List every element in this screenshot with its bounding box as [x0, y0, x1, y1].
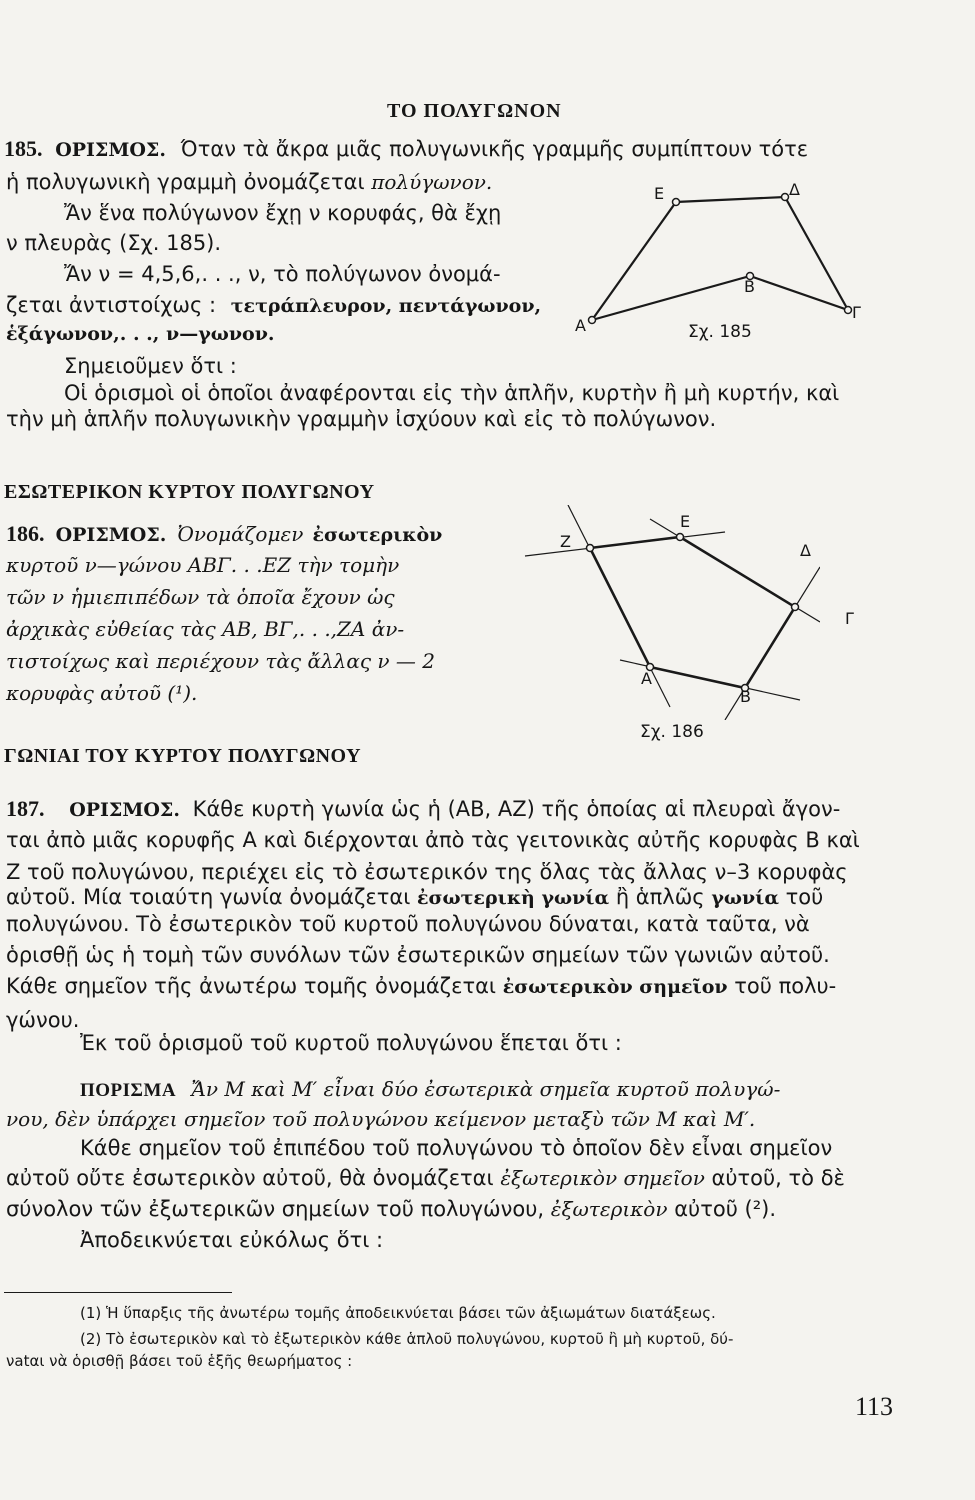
s187-line3: Ζ τοῦ πολυγώνου, περιέχει εἰς τὸ ἐσωτερικόν της ὅλας τὰς ἄλλας ν–3 κορυφὰς: [6, 860, 848, 884]
s185-line3: Ἄν ἕνα πολύγωνον ἔχῃ ν κορυφάς, θὰ ἔχῃ: [64, 201, 502, 225]
s185-line9: Οἱ ὁρισμοὶ οἱ ὁποῖοι ἀναφέρονται εἰς τὴν ἁπλῆν, κυρτὴν ἢ μὴ κυρτήν, καὶ: [64, 381, 840, 405]
exterior-term-exterior: ἐξωτερικὸν: [550, 1197, 668, 1221]
s185-term-polygon: πολύγωνον.: [371, 170, 493, 194]
s187-text4c: ἢ ἁπλῶς: [615, 885, 705, 909]
s186-line4: ἀρχικὰς εὐθείας τὰς ΑΒ, ΒΓ,. . .,ΖΑ ἀν-: [6, 617, 405, 641]
fig186-label-g: Γ: [845, 609, 854, 628]
footnote-2-line1: (2) Τὸ ἐσωτερικὸν καὶ τὸ ἐξωτερικὸν κάθε ἁπλοῦ πολυγώνου, κυρτοῦ ἢ μὴ κυρτοῦ, δύ-: [80, 1330, 734, 1348]
s187-text4e: τοῦ: [785, 885, 824, 909]
s187-text7a: Κάθε σημεῖον τῆς ἀνωτέρω τομῆς ὀνομάζεται: [6, 974, 497, 998]
s186-number: 186.: [6, 521, 45, 546]
exterior-text3c: αὐτοῦ (²).: [674, 1197, 776, 1221]
exterior-text2a: αὐτοῦ οὔτε ἐσωτερικὸν αὐτοῦ, θὰ ὀνομάζεται: [6, 1166, 494, 1190]
s185-line8: Σημειοῦμεν ὅτι :: [64, 354, 237, 378]
s185-text6a: ζεται ἀντιστοίχως :: [6, 293, 217, 317]
s187-term-interior-point: ἐσωτερικὸν σημεῖον: [502, 976, 728, 998]
fig185-label-b: Β: [744, 277, 755, 296]
fig185-caption: Σχ. 185: [688, 322, 752, 342]
s186-line3: τῶν ν ἡμιεπιπέδων τὰ ὁποῖα ἔχουν ὡς: [6, 585, 395, 609]
s185-text1: Όταν τὰ ἄκρα μιᾶς πολυγωνικῆς γραμμῆς συμπίπτουν τότε: [180, 137, 809, 161]
s185-line6: [6, 293, 541, 317]
exterior-line2: [6, 1166, 845, 1190]
s187-line1: [6, 796, 840, 822]
s187-term-angle: γωνία: [711, 887, 779, 909]
fig186-label-z: Ζ: [560, 532, 571, 551]
s187-line9: Ἐκ τοῦ ὁρισμοῦ τοῦ κυρτοῦ πολυγώνου ἕπεται ὅτι :: [80, 1031, 622, 1055]
page-number: 113: [855, 1392, 894, 1421]
s185-line1: [4, 136, 808, 162]
s185-label: ΟΡΙΣΜΟΣ.: [55, 139, 166, 161]
s186-line6: κορυφὰς αὐτοῦ (¹).: [6, 681, 198, 705]
s185-line4: ν πλευρὰς (Σχ. 185).: [6, 231, 222, 255]
fig185-vertex-a: [589, 317, 596, 324]
s187-line6: ὁρισθῇ ὡς ἡ τομὴ τῶν συνόλων τῶν ἐσωτερικῶν σημείων τῶν γωνιῶν αὐτοῦ.: [6, 943, 830, 967]
s185-number: 185.: [4, 136, 43, 161]
exterior-line1: Κάθε σημεῖον τοῦ ἐπιπέδου τοῦ πολυγώνου τὸ ὁποῖον δὲν εἶναι σημεῖον: [80, 1136, 833, 1160]
s187-number: 187.: [6, 796, 45, 821]
fig185-label-a: Α: [575, 316, 586, 335]
fig185-vertex-d: [782, 194, 789, 201]
page-header: ΤΟ ΠΟΛΥΓΩΝΟΝ: [387, 100, 562, 122]
s186-label: ΟΡΙΣΜΟΣ.: [55, 524, 167, 546]
s187-line7: [6, 974, 836, 998]
s186-line1: [6, 521, 442, 547]
s187-line4: [6, 885, 823, 909]
exterior-text2c: αὐτοῦ, τὸ δὲ: [711, 1166, 845, 1190]
fig185-label-d: Δ: [789, 180, 800, 199]
s187-text7c: τοῦ πολυ-: [734, 974, 837, 998]
fig186-ext-line-ze: [525, 532, 725, 556]
footnote-divider: [4, 1292, 232, 1293]
porisma-line1: [80, 1077, 780, 1102]
s187-line8: γώνου.: [6, 1008, 80, 1032]
fig186-label-d: Δ: [800, 541, 811, 560]
fig186-label-b: Β: [740, 687, 751, 706]
s185-line2: [6, 170, 492, 194]
exterior-line3: [6, 1197, 776, 1221]
exterior-line4: Ἀποδεικνύεται εὐκόλως ὅτι :: [80, 1228, 384, 1252]
s187-line5: πολυγώνου. Τὸ ἐσωτερικὸν τοῦ κυρτοῦ πολυγώνου δύναται, κατὰ ταῦτα, νὰ: [6, 912, 810, 936]
s186-text1a: Ὀνομάζομεν: [177, 522, 304, 546]
s187-label: ΟΡΙΣΜΟΣ.: [69, 799, 180, 821]
footnote-2-line2: νatαι νὰ ὁρισθῇ βάσει τοῦ ἑξῆς θεωρήματος :: [6, 1352, 353, 1370]
porisma-text1: Ἄν Μ καὶ Μ′ εἶναι δύο ἐσωτερικὰ σημεῖα κυρτοῦ πολυγώ-: [191, 1077, 781, 1101]
exterior-text3a: σύνολον τῶν ἐξωτερικῶν σημείων τοῦ πολυγώνου,: [6, 1197, 545, 1221]
footnote-1: (1) Ἡ ὕπαρξις τῆς ἀνωτέρω τομῆς ἀποδεικνύεται βάσει τῶν ἀξιωμάτων διατάξεως.: [80, 1304, 716, 1322]
fig185-label-e: Ε: [654, 184, 665, 203]
s187-text4a: αὐτοῦ. Μία τοιαύτη γωνία ὀνομάζεται: [6, 885, 411, 909]
fig186-vertex-d: [792, 604, 799, 611]
s185-line10: τὴν μὴ ἁπλῆν πολυγωνικὴν γραμμὴν ἰσχύουν καὶ εἰς τὸ πολύγωνον.: [6, 407, 717, 431]
s185-terms-quad-pent: τετράπλευρον, πεντάγωνον,: [230, 295, 542, 317]
fig185-vertex-g: [845, 307, 852, 314]
s187-text1: Κάθε κυρτὴ γωνία ὡς ἡ (ΑΒ, ΑΖ) τῆς ὁποίας αἱ πλευραὶ ἄγον-: [192, 797, 841, 821]
exterior-term-exterior-point: ἐξωτερικὸν σημεῖον: [500, 1166, 705, 1190]
fig186-ext-line-za: [568, 505, 670, 707]
porisma-line2: νου, δὲν ὑπάρχει σημεῖον τοῦ πολυγώνου κείμενον μεταξὺ τῶν Μ καὶ Μ′.: [6, 1107, 756, 1131]
heading-interior: ΕΣΩΤΕΡΙΚΟΝ ΚΥΡΤΟΥ ΠΟΛΥΓΩΝΟΥ: [4, 481, 375, 503]
s185-line5: Ἄν ν = 4,5,6,. . ., ν, τὸ πολύγωνον ὀνομά-: [64, 262, 501, 286]
heading-angles: ΓΩΝΙΑΙ ΤΟΥ ΚΥΡΤΟΥ ΠΟΛΥΓΩΝΟΥ: [4, 745, 362, 767]
fig186-vertex-z: [587, 545, 594, 552]
fig185-vertex-e: [673, 199, 680, 206]
fig186-label-e: Ε: [680, 512, 691, 531]
s187-term-interior-angle: ἐσωτερικὴ γωνία: [417, 887, 610, 909]
fig185-label-g: Γ: [852, 303, 861, 322]
fig186-label-a: Α: [641, 669, 652, 688]
s187-line2: ται ἀπὸ μιᾶς κορυφῆς Α καὶ διέρχονται ἀπὸ τὰς γειτονικὰς αὐτῆς κορυφὰς Β καὶ: [6, 828, 860, 852]
s186-term-interior: ἐσωτερικὸν: [312, 524, 443, 546]
s185-line7: ἑξάγωνον,. . ., ν—γωνον.: [6, 323, 275, 345]
s186-line5: τιστοίχως καὶ περιέχουν τὰς ἄλλας ν — 2: [6, 649, 436, 673]
fig185-polygon: [592, 197, 848, 320]
s186-line2: κυρτοῦ ν—γώνου ΑΒΓ. . .ΕΖ τὴν τομὴν: [6, 553, 400, 577]
porisma-label: ΠΟΡΙΣΜΑ: [80, 1080, 177, 1101]
fig186-polygon: [590, 537, 795, 688]
fig186-caption: Σχ. 186: [640, 722, 704, 742]
fig186-vertex-e: [677, 534, 684, 541]
s185-text2a: ἡ πολυγωνικὴ γραμμὴ ὀνομάζεται: [6, 170, 365, 194]
